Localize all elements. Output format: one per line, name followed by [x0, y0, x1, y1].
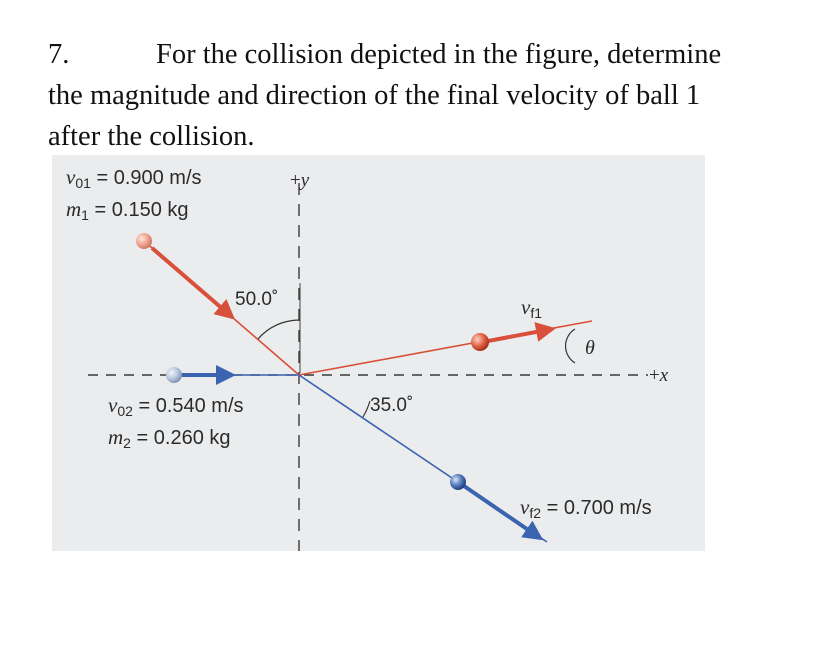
angle-arc-50 — [258, 320, 299, 339]
ball1-initial-ball — [136, 233, 152, 249]
problem-text-line-3: after the collision. — [48, 121, 255, 152]
angle-label-35: 35.0˚ — [370, 395, 414, 416]
problem-line-1 — [48, 34, 808, 75]
theta-label: θ — [585, 337, 595, 359]
problem-text-line-1: For the collision depicted in the figure, determine — [156, 39, 722, 70]
ball1-final-ball — [471, 333, 489, 351]
ball1-final-velocity-label: $v_{f1}$ — [521, 295, 543, 321]
ball2-initial-velocity-label: $v_{02} = 0.540$ m/s — [108, 393, 244, 419]
ball2-final-ball — [450, 474, 466, 490]
ball2-mass-label: $m_2 = 0.260$ kg — [108, 425, 231, 451]
ball2-final-velocity-label: $v_{f2} = 0.700$ m/s — [520, 495, 652, 521]
problem-text — [48, 34, 808, 157]
ball1-initial-velocity-arrow — [152, 248, 232, 317]
ball1-initial-velocity-label: $v_{01} = 0.900$ m/s — [66, 165, 202, 191]
angle-arc-theta — [566, 329, 575, 363]
problem-text-line-2: the magnitude and direction of the final velocity of ball 1 — [48, 80, 701, 111]
angle-label-50: 50.0˚ — [235, 289, 279, 310]
angle-arc-35 — [363, 401, 370, 417]
ball1-mass-label: $m_1 = 0.150$ kg — [66, 197, 189, 223]
collision-figure — [52, 155, 705, 551]
ball1-final-velocity-arrow — [488, 329, 552, 341]
ball2-initial-ball — [166, 367, 182, 383]
y-axis-label: +y — [290, 170, 310, 191]
x-axis-label: +x — [649, 365, 669, 386]
problem-number: 7. — [48, 39, 70, 70]
